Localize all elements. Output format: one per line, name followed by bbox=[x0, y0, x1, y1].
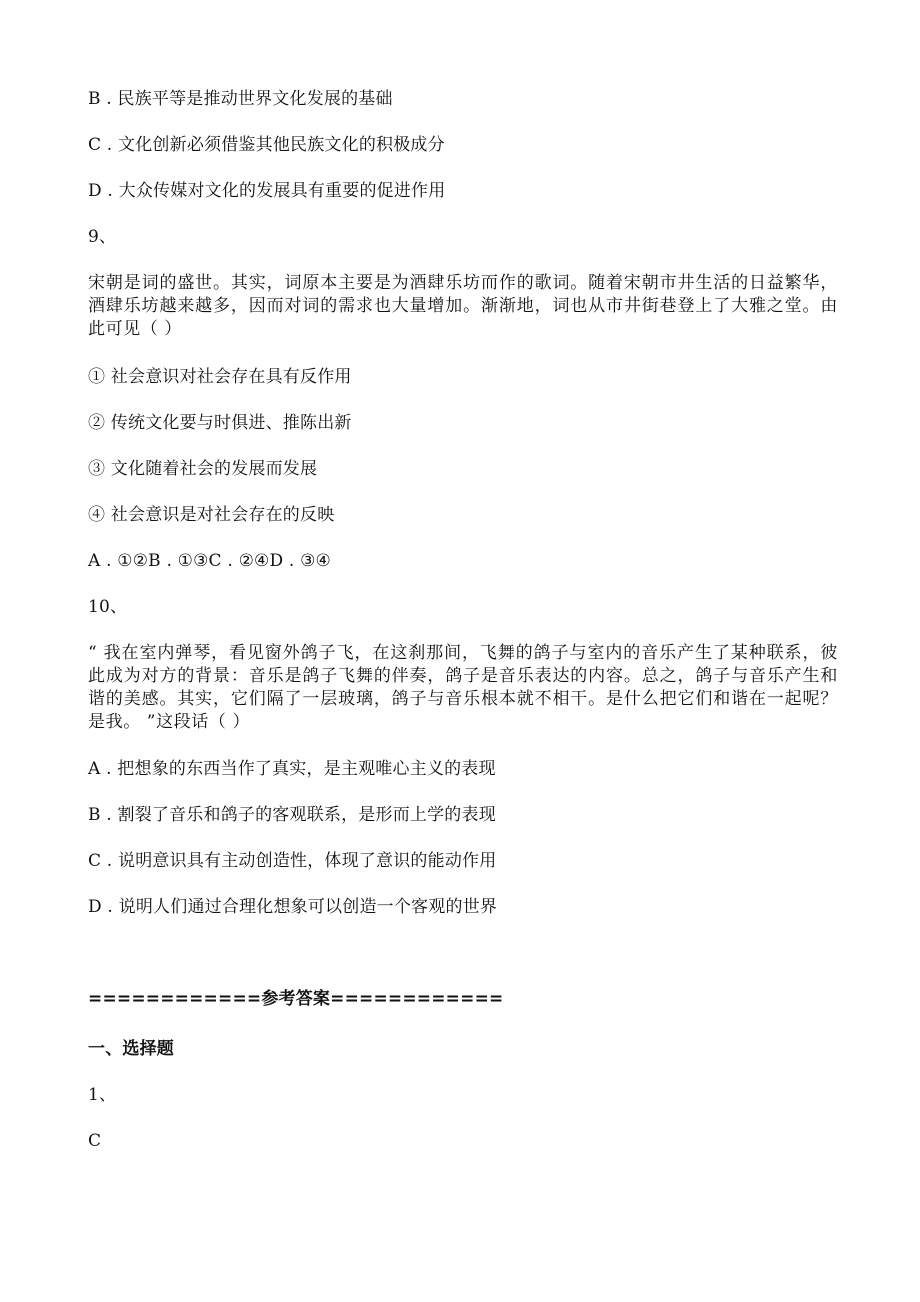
answer-1-number: 1、 bbox=[88, 1085, 117, 1105]
q9-number: 9、 bbox=[88, 227, 117, 247]
q8-option-d: D . 大众传媒对文化的发展具有重要的促进作用 bbox=[88, 181, 446, 201]
q10-number: 10、 bbox=[88, 597, 128, 617]
answers-header: ============参考答案============ bbox=[88, 989, 504, 1009]
q9-statement-4: ④ 社会意识是对社会存在的反映 bbox=[88, 505, 335, 525]
answers-section-title: 一、选择题 bbox=[88, 1039, 174, 1059]
q8-option-c: C . 文化创新必须借鉴其他民族文化的积极成分 bbox=[88, 135, 445, 155]
q9-statement-2: ② 传统文化要与时俱进、推陈出新 bbox=[88, 413, 352, 433]
q8-option-b: B . 民族平等是推动世界文化发展的基础 bbox=[88, 89, 393, 109]
q10-option-c: C . 说明意识具有主动创造性，体现了意识的能动作用 bbox=[88, 851, 497, 871]
q9-options: A . ①②B . ①③C . ②④D . ③④ bbox=[88, 551, 331, 571]
q9-stem: 宋朝是词的盛世。其实，词原本主要是为酒肆乐坊而作的歌词。随着宋朝市井生活的日益繁华，酒肆乐坊越来越多，因而对词的需求也大量增加。渐渐地，词也从市井街巷登上了大雅之堂。由此可见（ ） bbox=[88, 273, 838, 339]
q9-statement-3: ③ 文化随着社会的发展而发展 bbox=[88, 459, 318, 479]
answer-1-value: C bbox=[88, 1131, 102, 1151]
q10-stem: “ 我在室内弹琴，看见窗外鸽子飞，在这刹那间，飞舞的鸽子与室内的音乐产生了某种联系，彼此成为对方的背景：音乐是鸽子飞舞的伴奏，鸽子是音乐表达的内容。总之，鸽子与音乐产生和谐的美感。其实，它们隔了一层玻璃，鸽子与音乐根本就不相干。是什么把它们和谐在一起呢？是我。 ”这段话（ ） bbox=[88, 643, 838, 732]
q10-option-a: A . 把想象的东西当作了真实，是主观唯心主义的表现 bbox=[88, 759, 496, 779]
q10-option-d: D . 说明人们通过合理化想象可以创造一个客观的世界 bbox=[88, 897, 498, 917]
q10-option-b: B . 割裂了音乐和鸽子的客观联系，是形而上学的表现 bbox=[88, 805, 496, 825]
q9-statement-1: ① 社会意识对社会存在具有反作用 bbox=[88, 367, 352, 387]
